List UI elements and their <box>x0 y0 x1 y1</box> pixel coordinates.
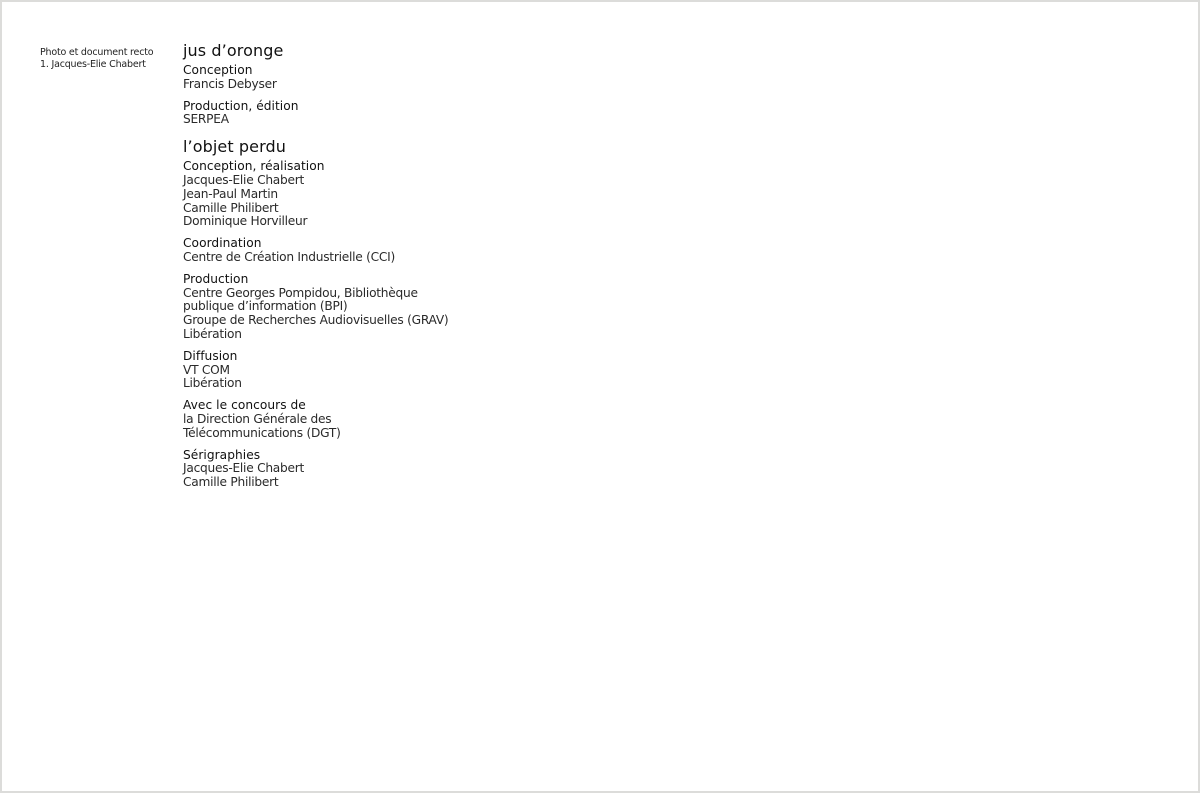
section-label: Production, édition <box>183 98 299 113</box>
section-line: Libération <box>183 326 242 341</box>
section-line: Dominique Horvilleur <box>183 214 308 229</box>
section-line: publique d’information (BPI) <box>183 299 348 314</box>
section-line: Francis Debyser <box>183 76 277 91</box>
credit-section <box>183 399 683 440</box>
credit-section <box>183 273 683 342</box>
section-line: Jean-Paul Martin <box>183 186 278 201</box>
section-line: Jacques-Elie Chabert <box>183 172 305 187</box>
photo-credit <box>40 47 153 70</box>
section-line: Camille Philibert <box>183 475 279 490</box>
section-label: Conception, réalisation <box>183 159 325 174</box>
credit-section <box>183 100 683 128</box>
section-line: Jacques-Elie Chabert <box>183 461 305 476</box>
section-line: Libération <box>183 376 242 391</box>
section-label: Diffusion <box>183 348 238 363</box>
section-label: Conception <box>183 63 253 77</box>
credit-section <box>183 64 683 92</box>
section-line: Télécommunications (DGT) <box>183 425 341 440</box>
section-line: Camille Philibert <box>183 200 279 215</box>
section-label: Production <box>183 271 249 286</box>
section-line: Centre Georges Pompidou, Bibliothèque <box>183 285 418 300</box>
credit-section <box>183 237 683 265</box>
section-line: Centre de Création Industrielle (CCI) <box>183 249 395 264</box>
credit-section <box>183 350 683 391</box>
photo-credit-line: 1. Jacques-Elie Chabert <box>40 58 146 70</box>
section-label: Sérigraphies <box>183 447 261 462</box>
credit-section <box>183 449 683 490</box>
credit-section <box>183 160 683 229</box>
work-title: l’objet perdu <box>183 137 287 157</box>
section-label: Coordination <box>183 236 262 251</box>
work-title: jus d’oronge <box>183 41 284 60</box>
section-line: la Direction Générale des <box>183 411 332 426</box>
photo-credit-heading: Photo et document recto <box>40 47 154 58</box>
section-label: Avec le concours de <box>183 398 306 413</box>
section-line: SERPEA <box>183 112 229 127</box>
section-line: Groupe de Recherches Audiovisuelles (GRAV) <box>183 313 449 328</box>
credits-column <box>183 42 683 490</box>
section-line: VT COM <box>183 362 230 377</box>
